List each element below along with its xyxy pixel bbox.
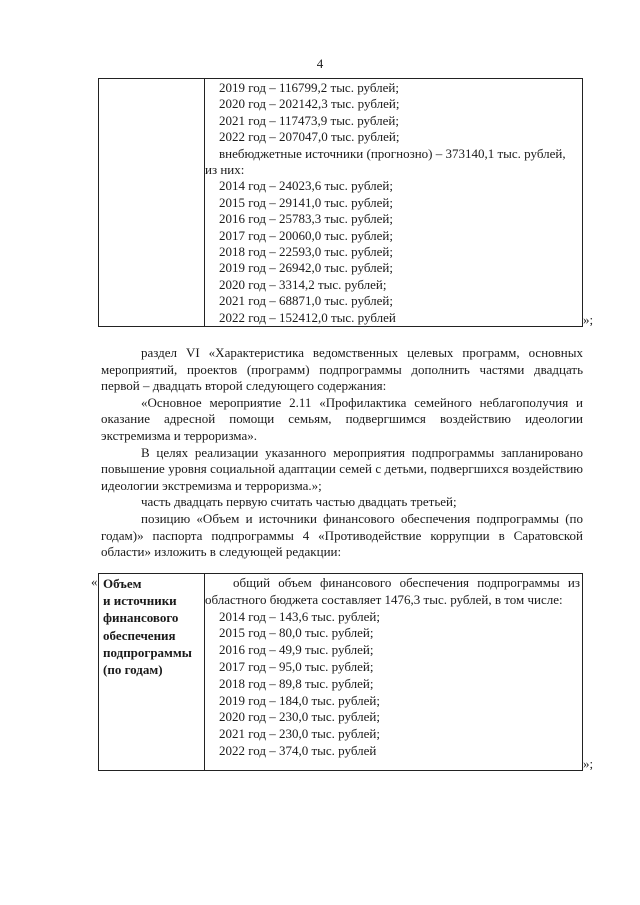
funding-line: 2020 год – 3314,2 тыс. рублей; (219, 276, 387, 292)
funding-line: 2018 год – 89,8 тыс. рублей; (219, 675, 374, 691)
paragraph: В целях реализации указанного мероприятия подпрограммы запланировано повышение уровня социальной адаптации семей с детьми, подвергшихся воздействию идеологии экстремизма и терроризма.»; (101, 444, 583, 493)
funding-line: 2020 год – 230,0 тыс. рублей; (219, 709, 380, 725)
paragraph: «Основное мероприятие 2.11 «Профилактика семейного неблагополучия и оказание адресной помощи семьям, подвергшимся воздействию идеологии экстремизма и терроризма». (101, 394, 583, 443)
funding-line: 2017 год – 20060,0 тыс. рублей; (219, 227, 393, 243)
paragraph: позицию «Объем и источники финансового обеспечения подпрограммы (по годам)» паспорта подпрограммы 4 «Противодействие коррупции в Саратовской области» изложить в следующей редакции: (101, 510, 583, 560)
closing-quote: »; (583, 312, 594, 327)
paragraph: раздел VI «Характеристика ведомственных целевых программ, основных мероприятий, проектов (программ) подпрограммы дополнить частями двадцать первой – двадцать второй следующего содержания: (101, 345, 583, 394)
funding-line: 2022 год – 374,0 тыс. рублей (219, 742, 377, 758)
funding-label (103, 575, 203, 678)
label-line: финансового (103, 610, 179, 626)
funding-line: 2014 год – 143,6 тыс. рублей; (219, 608, 380, 624)
funding-line: 2017 год – 95,0 тыс. рублей; (219, 658, 374, 674)
funding-line: 2020 год – 202142,3 тыс. рублей; (219, 96, 400, 112)
funding-line: 2018 год – 22593,0 тыс. рублей; (219, 244, 393, 260)
funding-table-continued (98, 78, 583, 327)
funding-line: 2019 год – 184,0 тыс. рублей; (219, 692, 380, 708)
label-line: обеспечения (103, 627, 176, 643)
funding-line: 2021 год – 68871,0 тыс. рублей; (219, 293, 393, 309)
page-number: 4 (316, 56, 324, 71)
body-text (101, 345, 583, 561)
label-line: и источники (103, 593, 177, 609)
label-line: (по годам) (103, 662, 163, 678)
funding-line: из них: (205, 162, 245, 178)
funding-line: 2021 год – 230,0 тыс. рублей; (219, 726, 380, 742)
funding-line: 2016 год – 25783,3 тыс. рублей; (219, 211, 393, 227)
paragraph: часть двадцать первую считать частью двадцать третьей; (141, 494, 457, 510)
funding-line: 2014 год – 24023,6 тыс. рублей; (219, 178, 393, 194)
funding-lines (205, 80, 580, 326)
funding-line: 2019 год – 26942,0 тыс. рублей; (219, 260, 393, 276)
funding-line: 2015 год – 80,0 тыс. рублей; (219, 625, 374, 641)
funding-line: 2022 год – 207047,0 тыс. рублей; (219, 129, 400, 145)
funding-line: внебюджетные источники (прогнозно) – 373140,1 тыс. рублей, (219, 145, 566, 161)
funding-line: 2019 год – 116799,2 тыс. рублей; (219, 80, 399, 95)
funding-line: 2021 год – 117473,9 тыс. рублей; (219, 112, 399, 128)
funding-line: 2015 год – 29141,0 тыс. рублей; (219, 194, 393, 210)
label-line: Объем (103, 576, 142, 591)
opening-quote: « (91, 574, 98, 589)
funding-intro: общий объем финансового обеспечения подпрограммы из областного бюджета составляет 1476,3 тыс. рублей, в том числе: (205, 575, 580, 607)
funding-line: 2022 год – 152412,0 тыс. рублей (219, 309, 396, 325)
funding-table (98, 573, 583, 771)
closing-quote: »; (583, 756, 594, 771)
funding-details (205, 575, 580, 760)
funding-line: 2016 год – 49,9 тыс. рублей; (219, 642, 374, 658)
label-line: подпрограммы (103, 644, 192, 660)
